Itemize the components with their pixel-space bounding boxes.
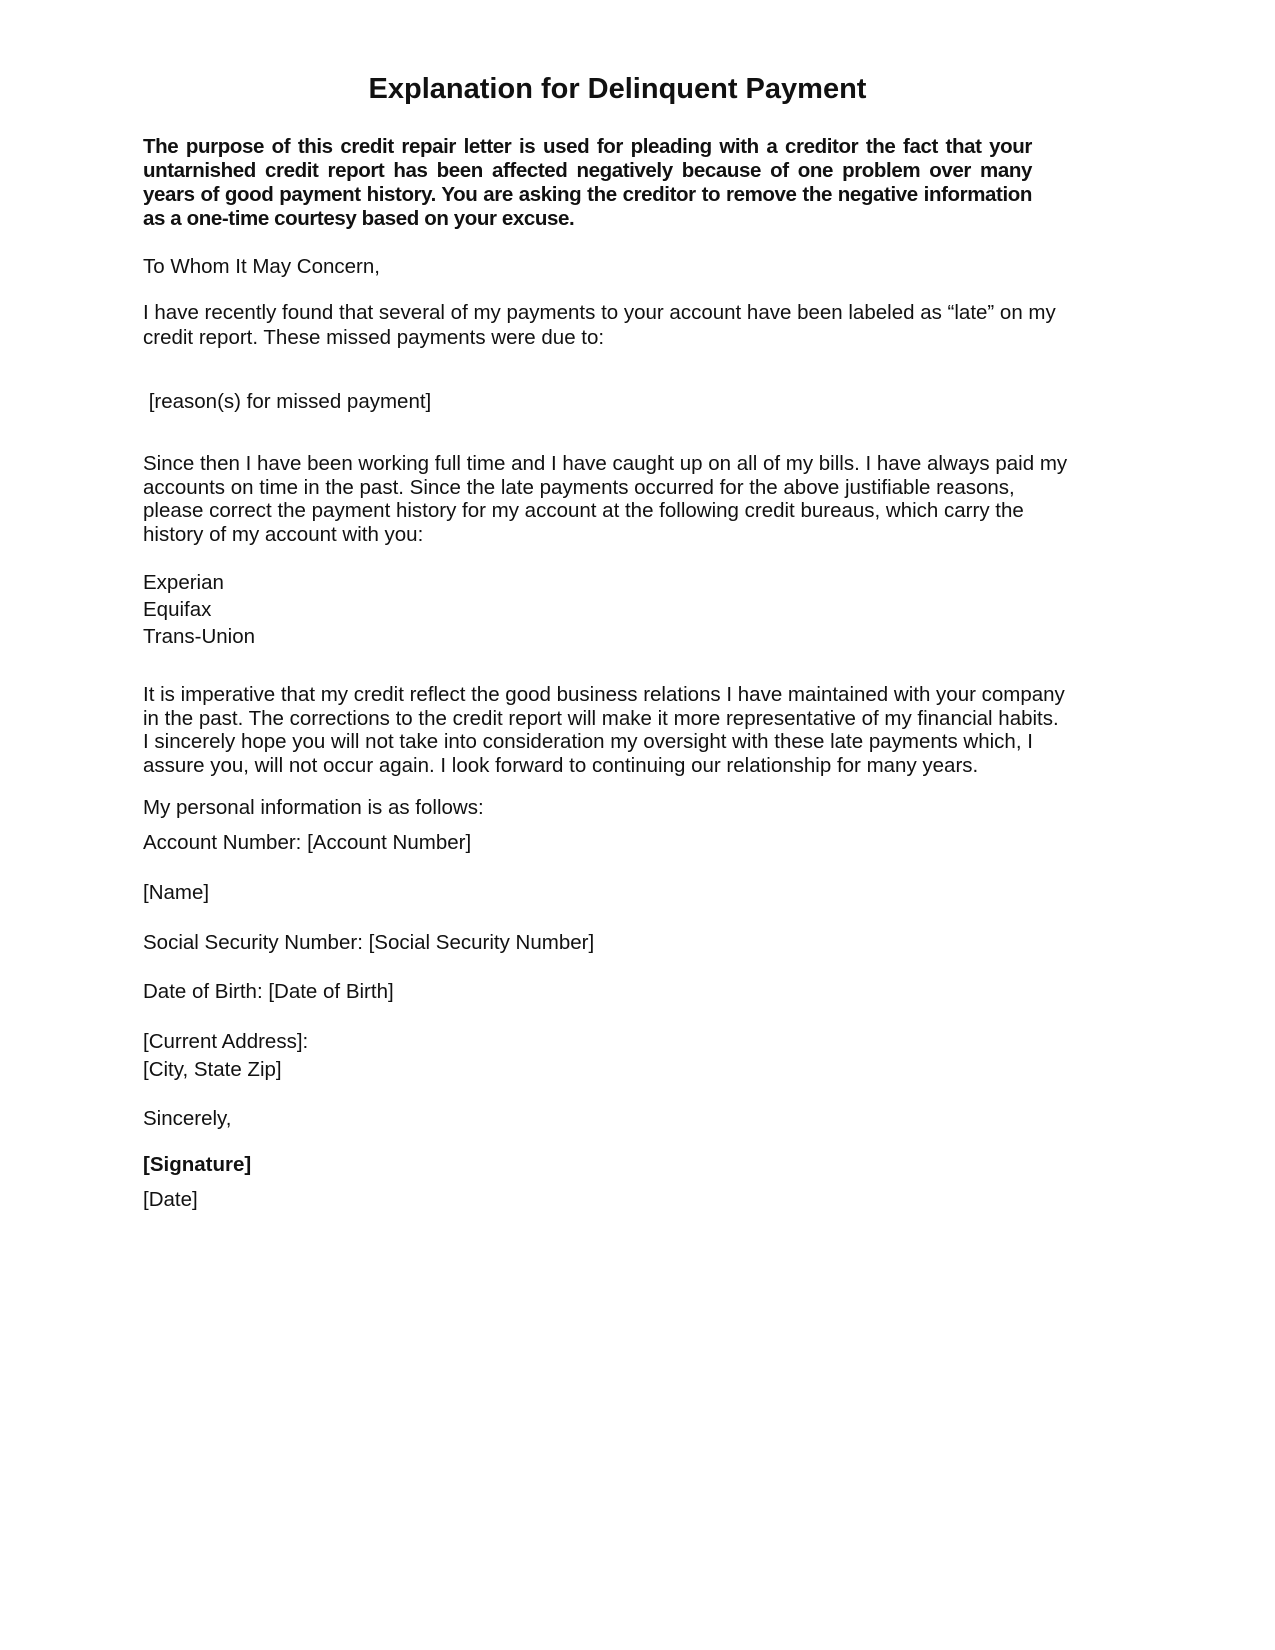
bureau-transunion: Trans-Union	[143, 625, 256, 648]
intro-line: years of good payment history. You are asking the creditor to remove the negative information	[143, 183, 1032, 206]
bureau-list	[143, 569, 1275, 650]
salutation: To Whom It May Concern,	[143, 255, 380, 278]
paragraph-imperative	[143, 683, 1275, 777]
signature-placeholder: [Signature]	[143, 1153, 252, 1176]
paragraph-correction-request	[143, 452, 1275, 546]
paragraph-line: I have recently found that several of my payments to your account have been labeled as “late” on my	[143, 301, 1056, 324]
account-number: Account Number: [Account Number]	[143, 831, 472, 854]
name-placeholder: [Name]	[143, 881, 210, 904]
paragraph-line: Since then I have been working full time and I have caught up on all of my bills. I have always paid my	[143, 452, 1068, 475]
paragraph-line: credit report. These missed payments were due to:	[143, 326, 605, 349]
personal-info-intro: My personal information is as follows:	[143, 796, 484, 819]
ssn-placeholder: Social Security Number: [Social Security Number]	[143, 931, 595, 954]
reason-placeholder: [reason(s) for missed payment]	[143, 390, 432, 413]
intro-paragraph	[143, 135, 1032, 231]
paragraph-line: in the past. The corrections to the credit report will make it more representative of my financial habits.	[143, 706, 1059, 730]
dob-placeholder: Date of Birth: [Date of Birth]	[143, 980, 394, 1003]
paragraph-line: It is imperative that my credit reflect the good business relations I have maintained with your company	[143, 683, 1065, 706]
intro-line: as a one-time courtesy based on your excuse.	[143, 207, 575, 230]
bureau-experian: Experian	[143, 571, 224, 594]
intro-line: untarnished credit report has been affected negatively because of one problem over many	[143, 159, 1032, 182]
bureau-equifax: Equifax	[143, 598, 212, 621]
document-title: Explanation for Delinquent Payment	[368, 73, 867, 105]
paragraph-line: history of my account with you:	[143, 522, 424, 546]
intro-line: The purpose of this credit repair letter is used for pleading with a creditor the fact that your	[143, 135, 1032, 158]
closing: Sincerely,	[143, 1107, 232, 1130]
city-state-zip-placeholder: [City, State Zip]	[143, 1058, 282, 1081]
paragraph-line: assure you, will not occur again. I look forward to continuing our relationship for many years.	[143, 753, 979, 777]
paragraph-line: accounts on time in the past. Since the late payments occurred for the above justifiable reasons,	[143, 475, 1015, 499]
address-placeholder: [Current Address]:	[143, 1030, 309, 1053]
paragraph-line: I sincerely hope you will not take into consideration my oversight with these late payments which, I	[143, 730, 1033, 753]
date-placeholder: [Date]	[143, 1188, 198, 1211]
paragraph-line: please correct the payment history for my account at the following credit bureaus, which carry the	[143, 499, 1024, 522]
paragraph-late-payments	[143, 300, 1275, 350]
